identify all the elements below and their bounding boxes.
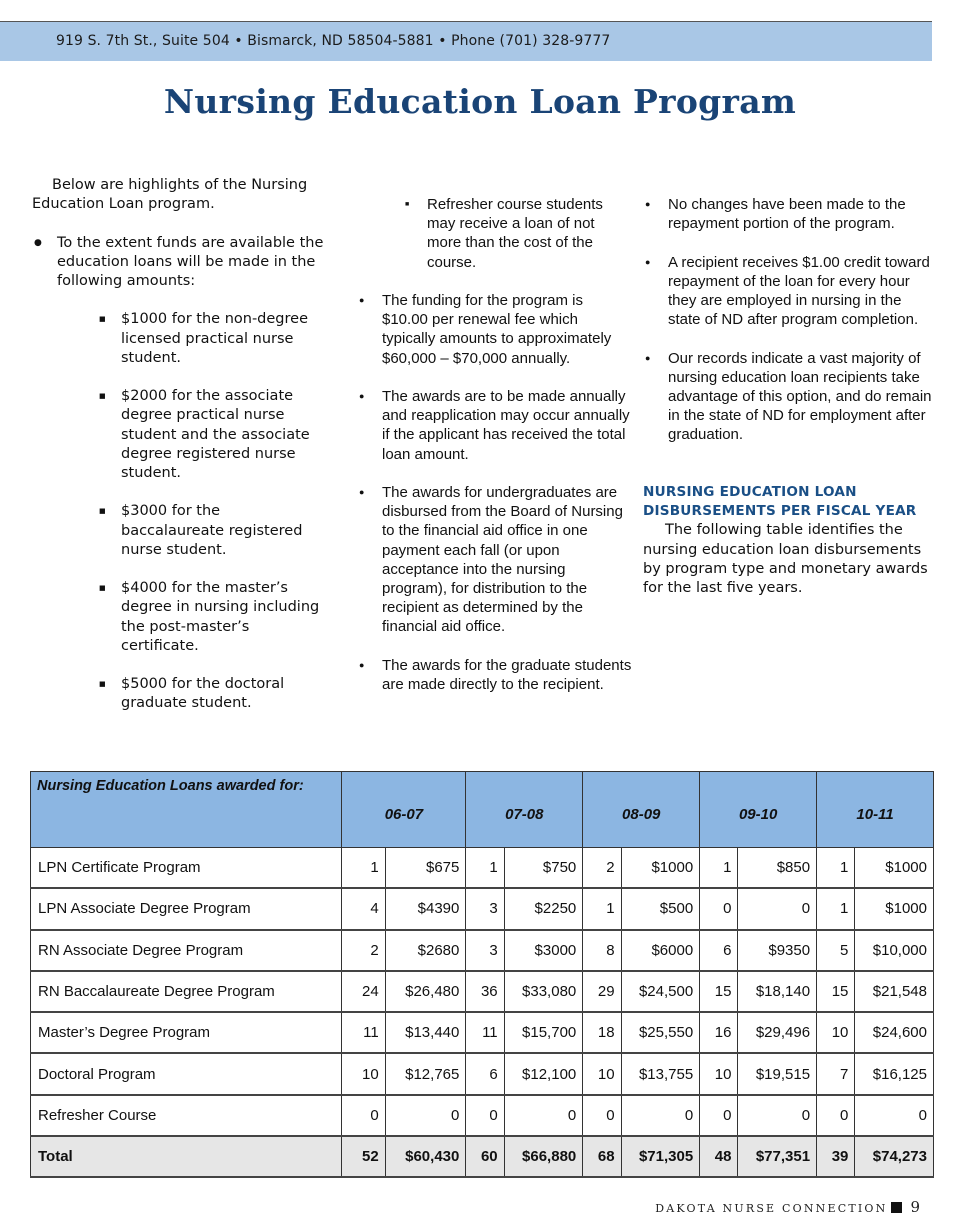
sub-bullet-masters: ■ $4000 for the master’s degree in nursing including the post-master’s certificate. [32, 579, 327, 656]
recipient-count-cell: 10 [583, 1053, 621, 1094]
recipient-count-cell: 1 [817, 848, 855, 889]
year-header: 06-07 [342, 772, 466, 848]
award-amount-cell: $13,440 [385, 1012, 466, 1053]
page-title: Nursing Education Loan Program [163, 82, 797, 121]
disbursements-heading: NURSING EDUCATION LOAN DISBURSEMENTS PER FISCAL YEAR [643, 483, 917, 520]
award-amount-cell: $4390 [385, 888, 466, 929]
award-amount-cell: 0 [738, 1095, 817, 1136]
recipient-count-cell: 11 [342, 1012, 385, 1053]
sub-bullet-doctoral: ■ $5000 for the doctoral graduate student. [32, 675, 327, 713]
square-separator-icon [891, 1202, 902, 1213]
recipient-count-cell: 0 [817, 1095, 855, 1136]
award-amount-cell: $18,140 [738, 971, 817, 1012]
column-1 [32, 176, 327, 714]
award-amount-cell: $6000 [621, 930, 700, 971]
award-amount-cell: $1000 [855, 848, 934, 889]
table-header-row [31, 772, 934, 848]
recipient-count-cell: 1 [817, 888, 855, 929]
year-header: 07-08 [466, 772, 583, 848]
recipient-count-cell: 52 [342, 1136, 385, 1177]
program-name-cell: Refresher Course [31, 1095, 342, 1136]
bullet-annual-awards: ● The awards are to be made annually and reapplication may occur annually if the applicant has received the total loan amount. [357, 387, 632, 464]
page-footer [655, 1198, 920, 1216]
award-amount-cell: $29,496 [738, 1012, 817, 1053]
award-amount-cell: $1000 [855, 888, 934, 929]
recipient-count-cell: 1 [700, 848, 738, 889]
publication-name: DAKOTA NURSE CONNECTION [655, 1202, 888, 1215]
recipient-count-cell: 6 [700, 930, 738, 971]
award-amount-cell: $60,430 [385, 1136, 466, 1177]
award-amount-cell: $16,125 [855, 1053, 934, 1094]
page-number: 9 [910, 1198, 920, 1216]
bullet-credit: ● A recipient receives $1.00 credit toward repayment of the loan for every hour they are employed in nursing in the state of ND after program completion. [643, 253, 935, 330]
year-header: 09-10 [700, 772, 817, 848]
bullet-graduate-awards: ● The awards for the graduate students are made directly to the recipient. [357, 656, 632, 694]
disbursements-paragraph: The following table identifies the nursing education loan disbursements by program type and monetary awards for the last five years. [643, 522, 928, 596]
sub-bullet-baccalaureate: ■ $3000 for the baccalaureate registered nurse student. [32, 502, 327, 560]
table-row [31, 930, 934, 971]
recipient-count-cell: 0 [342, 1095, 385, 1136]
program-name-cell: RN Baccalaureate Degree Program [31, 971, 342, 1012]
column-3 [643, 195, 935, 598]
award-amount-cell: $24,600 [855, 1012, 934, 1053]
recipient-count-cell: 10 [817, 1012, 855, 1053]
award-amount-cell: $25,550 [621, 1012, 700, 1053]
table-row [31, 848, 934, 889]
recipient-count-cell: 48 [700, 1136, 738, 1177]
recipient-count-cell: 29 [583, 971, 621, 1012]
recipient-count-cell: 3 [466, 930, 504, 971]
year-header: 10-11 [817, 772, 934, 848]
bullet-loan-amounts: ● To the extent funds are available the education loans will be made in the following amounts: [32, 234, 327, 292]
award-amount-cell: $19,515 [738, 1053, 817, 1094]
total-row [31, 1136, 934, 1177]
table-row [31, 971, 934, 1012]
award-amount-cell: 0 [855, 1095, 934, 1136]
award-amount-cell: $750 [504, 848, 583, 889]
recipient-count-cell: 60 [466, 1136, 504, 1177]
award-amount-cell: $66,880 [504, 1136, 583, 1177]
award-amount-cell: 0 [621, 1095, 700, 1136]
award-amount-cell: 0 [738, 888, 817, 929]
award-amount-cell: $2250 [504, 888, 583, 929]
recipient-count-cell: 7 [817, 1053, 855, 1094]
award-amount-cell: $26,480 [385, 971, 466, 1012]
program-name-cell: LPN Certificate Program [31, 848, 342, 889]
recipient-count-cell: 2 [583, 848, 621, 889]
loan-disbursements-table [30, 771, 934, 1178]
recipient-count-cell: 10 [700, 1053, 738, 1094]
recipient-count-cell: 4 [342, 888, 385, 929]
recipient-count-cell: 10 [342, 1053, 385, 1094]
award-amount-cell: $33,080 [504, 971, 583, 1012]
bullet-funding: ● The funding for the program is $10.00 per renewal fee which typically amounts to approximately $60,000 – $70,000 annually. [357, 291, 632, 368]
recipient-count-cell: 0 [466, 1095, 504, 1136]
recipient-count-cell: 8 [583, 930, 621, 971]
bullet-repayment: ● No changes have been made to the repayment portion of the program. [643, 195, 935, 233]
award-amount-cell: $10,000 [855, 930, 934, 971]
address-text: 919 S. 7th St., Suite 504 • Bismarck, ND 58504-5881 • Phone (701) 328-9777 [56, 33, 611, 49]
award-amount-cell: $9350 [738, 930, 817, 971]
award-amount-cell: $12,765 [385, 1053, 466, 1094]
sub-bullet-associate: ■ $2000 for the associate degree practical nurse student and the associate degree registered nurse student. [32, 387, 327, 483]
recipient-count-cell: 1 [583, 888, 621, 929]
award-amount-cell: $500 [621, 888, 700, 929]
award-amount-cell: $675 [385, 848, 466, 889]
intro-paragraph: Below are highlights of the Nursing Education Loan program. [32, 177, 308, 213]
award-amount-cell: $2680 [385, 930, 466, 971]
award-amount-cell: $24,500 [621, 971, 700, 1012]
award-amount-cell: $12,100 [504, 1053, 583, 1094]
award-amount-cell: $850 [738, 848, 817, 889]
award-amount-cell: $3000 [504, 930, 583, 971]
award-amount-cell: $77,351 [738, 1136, 817, 1177]
award-amount-cell: $1000 [621, 848, 700, 889]
recipient-count-cell: 36 [466, 971, 504, 1012]
award-amount-cell: 0 [504, 1095, 583, 1136]
program-name-cell: LPN Associate Degree Program [31, 888, 342, 929]
recipient-count-cell: 11 [466, 1012, 504, 1053]
recipient-count-cell: 39 [817, 1136, 855, 1177]
recipient-count-cell: 6 [466, 1053, 504, 1094]
recipient-count-cell: 24 [342, 971, 385, 1012]
table-row [31, 1012, 934, 1053]
award-amount-cell: $21,548 [855, 971, 934, 1012]
table-row [31, 888, 934, 929]
address-bar [0, 22, 932, 61]
sub-bullet-lpn: ■ $1000 for the non-degree licensed practical nurse student. [32, 310, 327, 368]
program-name-cell: Master’s Degree Program [31, 1012, 342, 1053]
recipient-count-cell: 15 [817, 971, 855, 1012]
award-amount-cell: $13,755 [621, 1053, 700, 1094]
recipient-count-cell: 3 [466, 888, 504, 929]
recipient-count-cell: 2 [342, 930, 385, 971]
table-row [31, 1053, 934, 1094]
award-amount-cell: $71,305 [621, 1136, 700, 1177]
recipient-count-cell: 0 [583, 1095, 621, 1136]
award-amount-cell: $15,700 [504, 1012, 583, 1053]
sub-bullet-refresher: ■ Refresher course students may receive a loan of not more than the cost of the course. [357, 195, 632, 272]
bullet-undergraduate-awards: ● The awards for undergraduates are disbursed from the Board of Nursing to the financial aid office in one payment each fall (or upon acceptance into the nursing program), for distribution to the recipient as determined by the financial aid office. [357, 483, 632, 637]
recipient-count-cell: 0 [700, 1095, 738, 1136]
year-header: 08-09 [583, 772, 700, 848]
program-name-cell: Total [31, 1136, 342, 1177]
recipient-count-cell: 18 [583, 1012, 621, 1053]
award-amount-cell: 0 [385, 1095, 466, 1136]
recipient-count-cell: 5 [817, 930, 855, 971]
table-row [31, 1095, 934, 1136]
recipient-count-cell: 16 [700, 1012, 738, 1053]
recipient-count-cell: 1 [466, 848, 504, 889]
table-label: Nursing Education Loans awarded for: [31, 772, 342, 848]
bullet-records: ● Our records indicate a vast majority of nursing education loan recipients take advantage of this option, and do remain in the state of ND for employment after graduation. [643, 349, 935, 445]
award-amount-cell: $74,273 [855, 1136, 934, 1177]
recipient-count-cell: 15 [700, 971, 738, 1012]
recipient-count-cell: 0 [700, 888, 738, 929]
program-name-cell: RN Associate Degree Program [31, 930, 342, 971]
recipient-count-cell: 1 [342, 848, 385, 889]
program-name-cell: Doctoral Program [31, 1053, 342, 1094]
column-2 [357, 195, 632, 694]
recipient-count-cell: 68 [583, 1136, 621, 1177]
table-body [31, 848, 934, 1178]
